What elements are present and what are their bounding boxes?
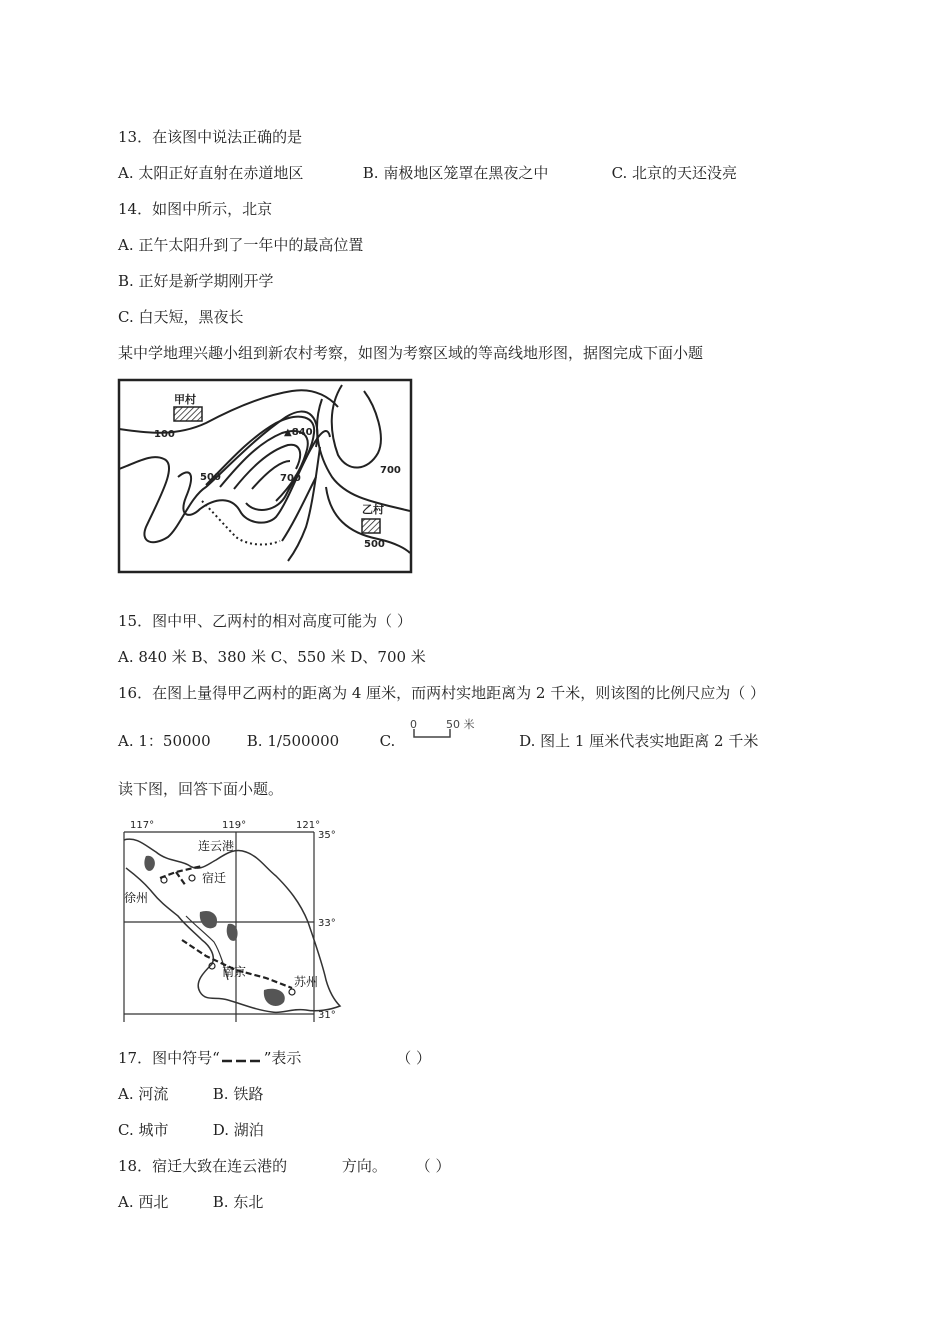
q13-options [118, 163, 737, 183]
city-xuzhou: 徐州 [124, 891, 149, 905]
lat-label-35: 35° [318, 830, 336, 841]
q15-options: A. 840 米 B、380 米 C、550 米 D、700 米 [118, 648, 426, 666]
q13-option-b: B. 南极地区笼罩在黑夜之中 [362, 164, 549, 182]
q17-options-ab [118, 1084, 263, 1104]
city-nanjing: 南京 [222, 965, 247, 979]
contour-label-700-left: 700 [280, 473, 301, 484]
lon-label-119: 119° [222, 820, 247, 831]
q16-options [118, 718, 759, 751]
q16-stem: 16．在图上量得甲乙两村的距离为 4 厘米，而两村实地距离为 2 千米，则该图的比例尺应为（ ） [118, 684, 766, 702]
lake-luoma [144, 856, 154, 871]
city-lianyungang: 连云港 [198, 839, 235, 853]
q13-stem: 13．在该图中说法正确的是 [118, 128, 303, 146]
q17-stem-pre: 17．图中符号“ [118, 1049, 220, 1067]
q16-option-a: A. 1：50000 [118, 732, 211, 750]
lon-label-121: 121° [296, 820, 321, 831]
q16-option-b: B. 1/500000 [246, 732, 340, 750]
q18-stem [118, 1156, 450, 1176]
q17-option-d: D. 湖泊 [212, 1121, 264, 1139]
q18-stem-text: 18．宿迁大致在连云港的 [118, 1157, 288, 1175]
village-a-marker [174, 407, 202, 421]
q18-option-a: A. 西北 [118, 1193, 169, 1211]
lake-hongze [200, 911, 217, 928]
q13-option-c: C. 北京的天还没亮 [611, 164, 738, 182]
lat-label-33: 33° [318, 918, 336, 929]
q18-options [118, 1192, 263, 1212]
contour-label-700-right: 700 [380, 465, 401, 476]
q18-option-b: B. 东北 [212, 1193, 264, 1211]
city-marker-xuzhou [161, 877, 167, 883]
contour-map [116, 377, 414, 575]
q17-option-c: C. 城市 [118, 1121, 169, 1139]
contour-intro: 某中学地理兴趣小组到新农村考察，如图为考察区域的等高线地形图，据图完成下面小题 [118, 344, 704, 362]
q16-option-d: D. 图上 1 厘米代表实地距离 2 千米 [519, 732, 759, 750]
q14-option-c: C. 白天短，黑夜长 [118, 308, 244, 326]
lake-tai [264, 989, 285, 1006]
q17-options-cd [118, 1120, 264, 1140]
q16-option-c: C. [379, 732, 396, 750]
q18-stem-text-2: 方向。 [341, 1157, 387, 1175]
q17-option-a: A. 河流 [118, 1085, 169, 1103]
city-marker-suqian [189, 875, 195, 881]
q18-paren: （ ） [415, 1157, 451, 1175]
contour-label-100: 100 [154, 429, 175, 440]
village-b-marker [362, 519, 380, 533]
scale-zero-label: 0 [410, 718, 418, 731]
lat-label-31: 31° [318, 1010, 336, 1021]
jiangsu-map [116, 816, 360, 1026]
q13-option-a: A. 太阳正好直射在赤道地区 [118, 164, 304, 182]
q14-option-a: A. 正午太阳升到了一年中的最高位置 [118, 236, 364, 254]
city-suqian: 宿迁 [202, 871, 227, 885]
contour-label-500-left: 500 [200, 472, 221, 483]
map-intro: 读下图，回答下面小题。 [118, 780, 284, 798]
village-b-label: 乙村 [362, 503, 384, 516]
city-marker-suzhou [289, 989, 295, 995]
q16-scale-bar [410, 718, 514, 751]
contour-label-500-right: 500 [364, 539, 385, 550]
q14-option-b: B. 正好是新学期刚开学 [118, 272, 274, 290]
city-suzhou: 苏州 [294, 975, 319, 989]
q17-paren: （ ） [396, 1049, 431, 1067]
q14-stem: 14．如图中所示，北京 [118, 200, 273, 218]
q17-stem-post: ”表示 [263, 1049, 302, 1067]
lon-label-117: 117° [130, 820, 155, 831]
village-a-label: 甲村 [174, 393, 196, 406]
peak-label: ▲840 [284, 427, 313, 438]
scale-50m-label: 50 米 [446, 718, 475, 731]
q17-option-b: B. 铁路 [212, 1085, 264, 1103]
railway-symbol [220, 1052, 264, 1066]
q17-stem [118, 1048, 431, 1068]
q15-stem: 15．图中甲、乙两村的相对高度可能为（ ） [118, 612, 412, 630]
